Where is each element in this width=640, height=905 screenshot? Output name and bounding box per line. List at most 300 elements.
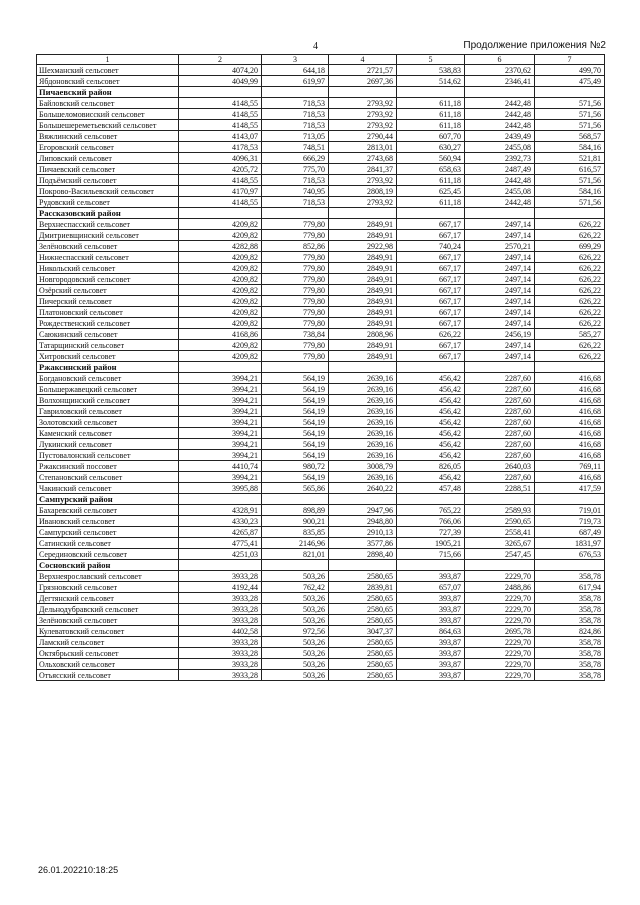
value-cell: 503,26 — [262, 604, 329, 615]
table-row — [37, 472, 605, 483]
value-cell: 626,22 — [535, 230, 605, 241]
value-cell: 4209,82 — [179, 296, 262, 307]
value-cell: 564,19 — [262, 450, 329, 461]
settlement-name: Липовский сельсовет — [37, 153, 179, 164]
value-cell: 503,26 — [262, 615, 329, 626]
table-row — [37, 670, 605, 681]
value-cell: 667,17 — [397, 351, 465, 362]
value-cell: 2813,01 — [329, 142, 397, 153]
empty-cell — [262, 560, 329, 571]
value-cell: 4209,82 — [179, 252, 262, 263]
settlement-name: Рудовский сельсовет — [37, 197, 179, 208]
district-name: Пичаевский район — [37, 87, 179, 98]
value-cell: 2697,36 — [329, 76, 397, 87]
empty-cell — [262, 208, 329, 219]
empty-cell — [397, 362, 465, 373]
settlement-name: Верхнеярославский сельсовет — [37, 571, 179, 582]
empty-cell — [465, 362, 535, 373]
settlement-name: Подъёмский сельсовет — [37, 175, 179, 186]
empty-cell — [179, 560, 262, 571]
value-cell: 3577,86 — [329, 538, 397, 549]
value-cell: 2570,21 — [465, 241, 535, 252]
table-row — [37, 230, 605, 241]
value-cell: 2839,81 — [329, 582, 397, 593]
settlement-name: Чакинский сельсовет — [37, 483, 179, 494]
settlement-name: Гавриловский сельсовет — [37, 406, 179, 417]
table-row — [37, 527, 605, 538]
value-cell: 2229,70 — [465, 571, 535, 582]
continuation-note: Продолжение приложения №2 — [463, 40, 606, 51]
value-cell: 2229,70 — [465, 659, 535, 670]
value-cell: 626,22 — [535, 296, 605, 307]
value-cell: 2146,96 — [262, 538, 329, 549]
value-cell: 699,29 — [535, 241, 605, 252]
value-cell: 667,17 — [397, 230, 465, 241]
settlement-name: Байловский сельсовет — [37, 98, 179, 109]
value-cell: 2229,70 — [465, 670, 535, 681]
value-cell: 766,06 — [397, 516, 465, 527]
value-cell: 571,56 — [535, 175, 605, 186]
value-cell: 1831,97 — [535, 538, 605, 549]
value-cell: 2287,60 — [465, 395, 535, 406]
value-cell: 4251,03 — [179, 549, 262, 560]
table-row — [37, 505, 605, 516]
value-cell: 564,19 — [262, 439, 329, 450]
value-cell: 779,80 — [262, 307, 329, 318]
value-cell: 611,18 — [397, 120, 465, 131]
value-cell: 358,78 — [535, 670, 605, 681]
table-row — [37, 153, 605, 164]
value-cell: 571,56 — [535, 98, 605, 109]
value-cell: 4328,91 — [179, 505, 262, 516]
settlement-name: Ивановский сельсовет — [37, 516, 179, 527]
settlement-name: Егоровский сельсовет — [37, 142, 179, 153]
value-cell: 2580,65 — [329, 615, 397, 626]
value-cell: 564,19 — [262, 472, 329, 483]
value-cell: 2456,19 — [465, 329, 535, 340]
settlement-name: Волхонщинский сельсовет — [37, 395, 179, 406]
settlement-name: Рождественский сельсовет — [37, 318, 179, 329]
value-cell: 358,78 — [535, 615, 605, 626]
value-cell: 564,19 — [262, 395, 329, 406]
value-cell: 2898,40 — [329, 549, 397, 560]
value-cell: 3994,21 — [179, 406, 262, 417]
value-cell: 626,22 — [535, 274, 605, 285]
value-cell: 626,22 — [397, 329, 465, 340]
settlement-name: Дмитриевщинский сельсовет — [37, 230, 179, 241]
table-row — [37, 318, 605, 329]
value-cell: 2488,86 — [465, 582, 535, 593]
value-cell: 3994,21 — [179, 472, 262, 483]
value-cell: 1905,21 — [397, 538, 465, 549]
value-cell: 4143,07 — [179, 131, 262, 142]
value-cell: 2497,14 — [465, 340, 535, 351]
value-cell: 667,17 — [397, 285, 465, 296]
value-cell: 565,86 — [262, 483, 329, 494]
settlement-name: Зелёновский сельсовет — [37, 241, 179, 252]
value-cell: 617,94 — [535, 582, 605, 593]
empty-cell — [262, 87, 329, 98]
value-cell: 2639,16 — [329, 439, 397, 450]
value-cell: 2580,65 — [329, 593, 397, 604]
value-cell: 3933,28 — [179, 615, 262, 626]
table-row — [37, 65, 605, 76]
value-cell: 4096,31 — [179, 153, 262, 164]
value-cell: 826,05 — [397, 461, 465, 472]
value-cell: 393,87 — [397, 604, 465, 615]
value-cell: 626,22 — [535, 263, 605, 274]
value-cell: 676,53 — [535, 549, 605, 560]
value-cell: 585,27 — [535, 329, 605, 340]
value-cell: 456,42 — [397, 428, 465, 439]
value-cell: 2287,60 — [465, 439, 535, 450]
column-header: 5 — [397, 55, 465, 65]
value-cell: 2229,70 — [465, 593, 535, 604]
value-cell: 775,70 — [262, 164, 329, 175]
table-row — [37, 98, 605, 109]
empty-cell — [397, 560, 465, 571]
value-cell: 2392,73 — [465, 153, 535, 164]
value-cell: 503,26 — [262, 637, 329, 648]
value-cell: 2229,70 — [465, 648, 535, 659]
settlement-name: Кулеватовский сельсовет — [37, 626, 179, 637]
table-row — [37, 373, 605, 384]
value-cell: 972,56 — [262, 626, 329, 637]
value-cell: 475,49 — [535, 76, 605, 87]
value-cell: 765,22 — [397, 505, 465, 516]
settlement-name: Бахаревский сельсовет — [37, 505, 179, 516]
table-row — [37, 219, 605, 230]
empty-cell — [329, 87, 397, 98]
value-cell: 538,83 — [397, 65, 465, 76]
settlement-name: Пичерский сельсовет — [37, 296, 179, 307]
value-cell: 667,17 — [397, 340, 465, 351]
value-cell: 666,29 — [262, 153, 329, 164]
value-cell: 718,53 — [262, 175, 329, 186]
value-cell: 740,95 — [262, 186, 329, 197]
value-cell: 584,16 — [535, 186, 605, 197]
district-name: Сампурский район — [37, 494, 179, 505]
settlement-name: Платоновский сельсовет — [37, 307, 179, 318]
value-cell: 456,42 — [397, 417, 465, 428]
district-row — [37, 87, 605, 98]
value-cell: 456,42 — [397, 439, 465, 450]
empty-cell — [465, 87, 535, 98]
table-row — [37, 549, 605, 560]
district-name: Сосновский район — [37, 560, 179, 571]
settlement-name: Сатинский сельсовет — [37, 538, 179, 549]
value-cell: 571,56 — [535, 120, 605, 131]
value-cell: 2793,92 — [329, 98, 397, 109]
value-cell: 715,66 — [397, 549, 465, 560]
district-row — [37, 362, 605, 373]
value-cell: 2497,14 — [465, 263, 535, 274]
value-cell: 2808,96 — [329, 329, 397, 340]
settlement-name: Шехманский сельсовет — [37, 65, 179, 76]
value-cell: 416,68 — [535, 406, 605, 417]
table-row — [37, 626, 605, 637]
value-cell: 2455,08 — [465, 186, 535, 197]
settlement-name: Дельнодубравский сельсовет — [37, 604, 179, 615]
value-cell: 568,57 — [535, 131, 605, 142]
empty-cell — [262, 362, 329, 373]
value-cell: 2497,14 — [465, 307, 535, 318]
value-cell: 2229,70 — [465, 637, 535, 648]
value-cell: 3933,28 — [179, 637, 262, 648]
value-cell: 3933,28 — [179, 659, 262, 670]
table-row — [37, 329, 605, 340]
settlement-name: Серединовский сельсовет — [37, 549, 179, 560]
table-row — [37, 274, 605, 285]
empty-cell — [329, 494, 397, 505]
table-row — [37, 538, 605, 549]
value-cell: 358,78 — [535, 571, 605, 582]
value-cell: 3994,21 — [179, 384, 262, 395]
empty-cell — [465, 494, 535, 505]
settlement-name: Большешереметьевский сельсовет — [37, 120, 179, 131]
value-cell: 2370,62 — [465, 65, 535, 76]
value-cell: 416,68 — [535, 450, 605, 461]
value-cell: 358,78 — [535, 637, 605, 648]
value-cell: 2547,45 — [465, 549, 535, 560]
value-cell: 571,56 — [535, 197, 605, 208]
value-cell: 456,42 — [397, 395, 465, 406]
value-cell: 779,80 — [262, 285, 329, 296]
value-cell: 667,17 — [397, 318, 465, 329]
value-cell: 2849,91 — [329, 351, 397, 362]
value-cell: 2639,16 — [329, 395, 397, 406]
value-cell: 2849,91 — [329, 219, 397, 230]
value-cell: 358,78 — [535, 648, 605, 659]
settlement-name: Большеломовисский сельсовет — [37, 109, 179, 120]
value-cell: 4330,23 — [179, 516, 262, 527]
value-cell: 779,80 — [262, 274, 329, 285]
value-cell: 2497,14 — [465, 296, 535, 307]
settlement-name: Новгородовский сельсовет — [37, 274, 179, 285]
value-cell: 416,68 — [535, 428, 605, 439]
value-cell: 2580,65 — [329, 571, 397, 582]
table-row — [37, 307, 605, 318]
table-row — [37, 384, 605, 395]
value-cell: 4148,55 — [179, 98, 262, 109]
table-row — [37, 417, 605, 428]
value-cell: 2639,16 — [329, 384, 397, 395]
column-header: 1 — [37, 55, 179, 65]
settlement-name: Ябдоновский сельсовет — [37, 76, 179, 87]
value-cell: 456,42 — [397, 406, 465, 417]
value-cell: 2849,91 — [329, 285, 397, 296]
table-row — [37, 604, 605, 615]
value-cell: 2639,16 — [329, 450, 397, 461]
empty-cell — [465, 208, 535, 219]
value-cell: 779,80 — [262, 318, 329, 329]
value-cell: 2849,91 — [329, 230, 397, 241]
value-cell: 616,57 — [535, 164, 605, 175]
value-cell: 607,70 — [397, 131, 465, 142]
value-cell: 2922,98 — [329, 241, 397, 252]
value-cell: 2497,14 — [465, 318, 535, 329]
value-cell: 4209,82 — [179, 318, 262, 329]
table-row — [37, 263, 605, 274]
empty-cell — [535, 362, 605, 373]
value-cell: 630,27 — [397, 142, 465, 153]
header-row — [37, 55, 605, 65]
settlement-name: Никольский сельсовет — [37, 263, 179, 274]
value-cell: 584,16 — [535, 142, 605, 153]
value-cell: 564,19 — [262, 406, 329, 417]
empty-cell — [179, 87, 262, 98]
value-cell: 3995,88 — [179, 483, 262, 494]
value-cell: 416,68 — [535, 395, 605, 406]
value-cell: 762,42 — [262, 582, 329, 593]
value-cell: 625,45 — [397, 186, 465, 197]
value-cell: 2497,14 — [465, 351, 535, 362]
value-cell: 980,72 — [262, 461, 329, 472]
table-row — [37, 164, 605, 175]
value-cell: 4170,97 — [179, 186, 262, 197]
value-cell: 2793,92 — [329, 109, 397, 120]
value-cell: 719,73 — [535, 516, 605, 527]
empty-cell — [535, 494, 605, 505]
column-header: 7 — [535, 55, 605, 65]
value-cell: 2580,65 — [329, 648, 397, 659]
value-cell: 626,22 — [535, 307, 605, 318]
table-row — [37, 197, 605, 208]
table-row — [37, 76, 605, 87]
column-header: 4 — [329, 55, 397, 65]
value-cell: 2793,92 — [329, 120, 397, 131]
value-cell: 393,87 — [397, 571, 465, 582]
settlement-name: Покрово-Васильевский сельсовет — [37, 186, 179, 197]
value-cell: 626,22 — [535, 219, 605, 230]
settlement-name: Нижнеспасский сельсовет — [37, 252, 179, 263]
value-cell: 393,87 — [397, 659, 465, 670]
value-cell: 2229,70 — [465, 615, 535, 626]
value-cell: 779,80 — [262, 230, 329, 241]
value-cell: 571,56 — [535, 109, 605, 120]
value-cell: 3994,21 — [179, 373, 262, 384]
value-cell: 457,48 — [397, 483, 465, 494]
value-cell: 3994,21 — [179, 450, 262, 461]
value-cell: 779,80 — [262, 296, 329, 307]
value-cell: 3933,28 — [179, 593, 262, 604]
value-cell: 358,78 — [535, 659, 605, 670]
value-cell: 514,62 — [397, 76, 465, 87]
settlement-name: Октябрьский сельсовет — [37, 648, 179, 659]
value-cell: 727,39 — [397, 527, 465, 538]
settlement-name: Пичаевский сельсовет — [37, 164, 179, 175]
value-cell: 2743,68 — [329, 153, 397, 164]
value-cell: 2640,22 — [329, 483, 397, 494]
value-cell: 2580,65 — [329, 604, 397, 615]
value-cell: 2442,48 — [465, 120, 535, 131]
empty-cell — [179, 208, 262, 219]
value-cell: 4775,41 — [179, 538, 262, 549]
value-cell: 2442,48 — [465, 98, 535, 109]
empty-cell — [397, 208, 465, 219]
value-cell: 2287,60 — [465, 384, 535, 395]
value-cell: 718,53 — [262, 120, 329, 131]
settlement-name: Золотовский сельсовет — [37, 417, 179, 428]
value-cell: 564,19 — [262, 417, 329, 428]
value-cell: 3994,21 — [179, 417, 262, 428]
settlement-name: Зелёновский сельсовет — [37, 615, 179, 626]
value-cell: 611,18 — [397, 98, 465, 109]
empty-cell — [179, 494, 262, 505]
value-cell: 4148,55 — [179, 109, 262, 120]
value-cell: 4265,87 — [179, 527, 262, 538]
table-row — [37, 186, 605, 197]
table-row — [37, 351, 605, 362]
value-cell: 626,22 — [535, 252, 605, 263]
page-number: 4 — [313, 41, 318, 52]
value-cell: 503,26 — [262, 670, 329, 681]
value-cell: 2849,91 — [329, 307, 397, 318]
settlement-name: Богдановский сельсовет — [37, 373, 179, 384]
value-cell: 417,59 — [535, 483, 605, 494]
value-cell: 713,05 — [262, 131, 329, 142]
empty-cell — [329, 362, 397, 373]
table-row — [37, 109, 605, 120]
value-cell: 718,53 — [262, 98, 329, 109]
value-cell: 416,68 — [535, 439, 605, 450]
settlement-name: Большержавецкий сельсовет — [37, 384, 179, 395]
settlement-name: Татарщинский сельсовет — [37, 340, 179, 351]
value-cell: 4402,58 — [179, 626, 262, 637]
value-cell: 626,22 — [535, 351, 605, 362]
data-table — [36, 54, 605, 681]
value-cell: 3933,28 — [179, 571, 262, 582]
empty-cell — [179, 362, 262, 373]
value-cell: 2497,14 — [465, 274, 535, 285]
table-row — [37, 296, 605, 307]
value-cell: 2287,60 — [465, 373, 535, 384]
table-row — [37, 571, 605, 582]
table-row — [37, 483, 605, 494]
value-cell: 2346,41 — [465, 76, 535, 87]
footer-timestamp: 26.01.202210:18:25 — [38, 865, 119, 875]
value-cell: 503,26 — [262, 659, 329, 670]
value-cell: 2639,16 — [329, 428, 397, 439]
empty-cell — [329, 208, 397, 219]
value-cell: 2288,51 — [465, 483, 535, 494]
column-header: 2 — [179, 55, 262, 65]
table-row — [37, 395, 605, 406]
value-cell: 667,17 — [397, 263, 465, 274]
table-row — [37, 142, 605, 153]
value-cell: 2849,91 — [329, 274, 397, 285]
table-row — [37, 450, 605, 461]
value-cell: 499,70 — [535, 65, 605, 76]
value-cell: 2497,14 — [465, 230, 535, 241]
value-cell: 4192,44 — [179, 582, 262, 593]
value-cell: 2849,91 — [329, 296, 397, 307]
settlement-name: Саюкинский сельсовет — [37, 329, 179, 340]
value-cell: 2558,41 — [465, 527, 535, 538]
value-cell: 864,63 — [397, 626, 465, 637]
value-cell: 687,49 — [535, 527, 605, 538]
value-cell: 564,19 — [262, 384, 329, 395]
value-cell: 657,07 — [397, 582, 465, 593]
value-cell: 779,80 — [262, 252, 329, 263]
value-cell: 4148,55 — [179, 197, 262, 208]
value-cell: 3933,28 — [179, 604, 262, 615]
value-cell: 393,87 — [397, 637, 465, 648]
table-row — [37, 252, 605, 263]
value-cell: 2497,14 — [465, 219, 535, 230]
settlement-name: Степановский сельсовет — [37, 472, 179, 483]
value-cell: 2287,60 — [465, 406, 535, 417]
